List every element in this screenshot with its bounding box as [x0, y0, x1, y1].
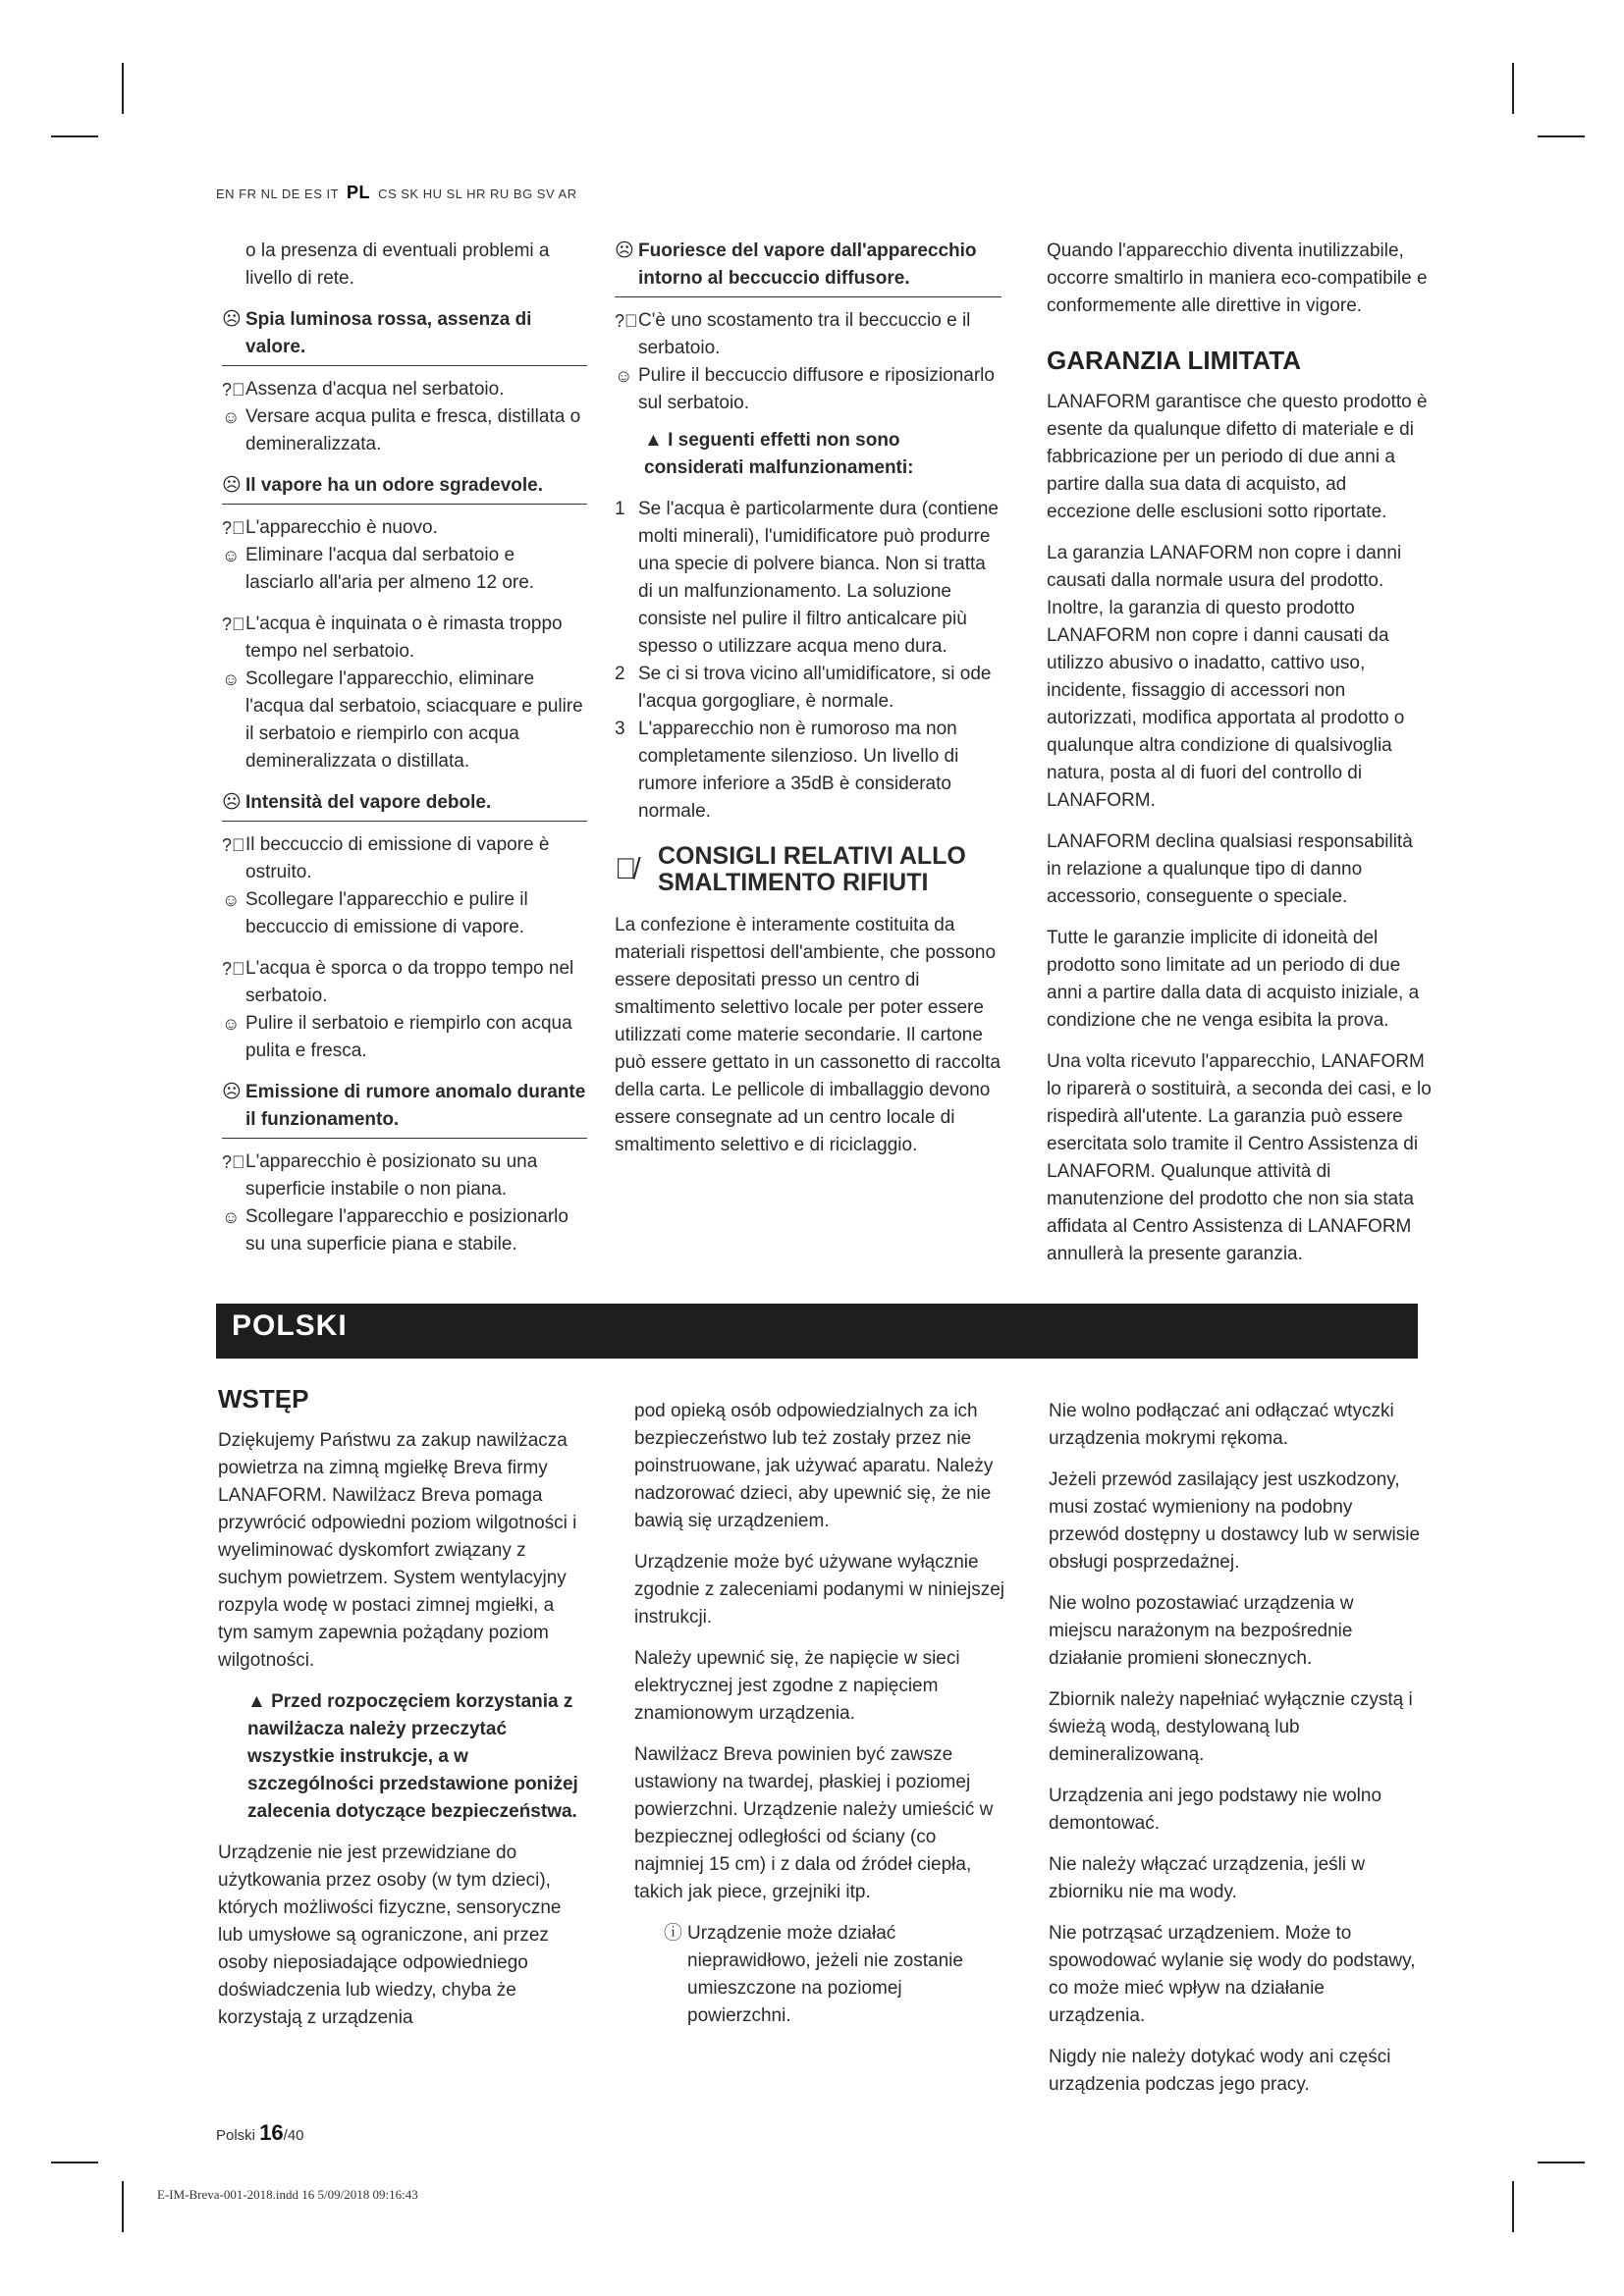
print-slug: E-IM-Breva-001-2018.indd 16 5/09/2018 09:16:43: [157, 2187, 418, 2202]
trouble-heading: ☹ Il vapore ha un odore sgradevole.: [222, 472, 587, 505]
warning-triangle-icon: ▲: [644, 430, 663, 451]
question-icon: ?⃝: [615, 311, 638, 331]
info-icon: ⓘ: [664, 1923, 683, 1944]
warning-triangle-icon: ▲: [247, 1691, 266, 1712]
trouble-heading: ☹ Intensità del vapore debole.: [222, 789, 587, 822]
warning-note: ▲ I seguenti effetti non sono considerati malfunzionamenti:: [644, 430, 914, 478]
smile-face-icon: ☺: [222, 407, 241, 427]
language-section-banner: [216, 1304, 1418, 1359]
numbered-item: 1 Se l'acqua è particolarmente dura (contiene molti minerali), l'umidificatore può produrre una specie di polvere bianca. Non si tratta di un malfunzionamento. La soluzione consiste nel pulire il filtro anticalcare più spesso o utilizzare acqua meno dura.: [615, 499, 999, 657]
paragraph: Urządzenia ani jego podstawy nie wolno demontować.: [1049, 1786, 1382, 1834]
paragraph: Nie należy włączać urządzenia, jeśli w zbiorniku nie ma wody.: [1049, 1854, 1366, 1902]
trouble-heading: ☹ Emissione di rumore anomalo durante il funzionamento.: [222, 1079, 587, 1139]
crop-mark: [122, 2181, 124, 2232]
question-icon: ?⃝: [222, 1152, 245, 1172]
paragraph: Zbiornik należy napełniać wyłącznie czystą i świeżą wodą, destylowaną lub demineralizowaną.: [1049, 1689, 1413, 1765]
sad-face-icon: ☹: [222, 1082, 242, 1102]
it-column-3: [1047, 238, 1432, 1282]
trouble-solution: Versare acqua pulita e fresca, distillata o demineralizzata.: [245, 406, 581, 454]
crop-mark: [1538, 135, 1585, 137]
trouble-solution: Scollegare l'apparecchio, eliminare l'acqua dal serbatoio, sciacquare e pulire il serbatoio e riempirlo con acqua demineralizzata o distillata.: [245, 668, 583, 772]
paragraph: pod opieką osób odpowiedzialnych za ich bezpieczeństwo lub też zostały przez nie poinstruowane, jak używać aparatu. Należy nadzorować dzieci, aby upewnić się, że nie bawią się urządzeniem.: [634, 1401, 994, 1531]
smile-face-icon: ☺: [222, 890, 241, 910]
crop-mark: [1512, 2181, 1514, 2232]
question-icon: ?⃝: [222, 959, 245, 979]
paragraph: Nawilżacz Breva powinien być zawsze ustawiony na twardej, płaskiej i poziomej powierzchni. Urządzenie należy umieścić w bezpiecznej odległości od ściany (co najmniej 15 cm) i z dala od źródeł ciepła, takich jak piece, grzejniki itp.: [634, 1744, 994, 1902]
trouble-cause: C'è uno scostamento tra il beccuccio e il serbatoio.: [638, 310, 971, 358]
pl-column-1: [218, 1378, 589, 2046]
paragraph: Una volta ricevuto l'apparecchio, LANAFORM lo riparerà o sostituirà, a seconda dei casi, e lo rispedirà all'utente. La garanzia può essere esercitata solo tramite il Centro Assistenza di LANAFORM. Qualunque attività di manutenzione del prodotto che non sia stata affidata al Centro Assistenza di LANAFORM annullerà la presente garanzia.: [1047, 1051, 1432, 1264]
crop-mark: [51, 135, 98, 137]
question-icon: ?⃝: [222, 518, 245, 538]
crossed-bin-icon: 🗑̸: [615, 853, 637, 885]
section-heading: WSTĘP: [218, 1384, 309, 1414]
pl-column-3: [1049, 1398, 1422, 2112]
numbered-item: 3 L'apparecchio non è rumoroso ma non completamente silenzioso. Un livello di rumore inferiore a 35dB è considerato normale.: [615, 719, 959, 822]
paragraph: Nigdy nie należy dotykać wody ani części urządzenia podczas jego pracy.: [1049, 2047, 1391, 2095]
language-list-before: EN FR NL DE ES IT: [216, 187, 339, 201]
info-note: ⓘ Urządzenie może działać nieprawidłowo, jeżeli nie zostanie umieszczone na poziomej powierzchni.: [664, 1920, 1007, 2030]
crop-mark: [1512, 63, 1514, 114]
paragraph: La garanzia LANAFORM non copre i danni causati dalla normale usura del prodotto. Inoltre, la garanzia di questo prodotto LANAFORM non copre i danni causati da utilizzo abusivo o inadatto, cattivo uso, incidente, fissaggio di accessori non autorizzati, modifica apportata al prodotto o qualunque altra condizione di qualsivoglia natura, posta al di fuori del controllo di LANAFORM.: [1047, 543, 1405, 811]
sad-face-icon: ☹: [222, 792, 242, 813]
pl-column-2: [634, 1398, 1007, 2044]
disposal-heading: 🗑̸ CONSIGLI RELATIVI ALLO SMALTIMENTO RIFIUTI: [615, 842, 966, 896]
paragraph: Jeżeli przewód zasilający jest uszkodzony, musi zostać wymieniony na podobny przewód dostępny u dostawcy lub w serwisie obsługi posprzedażnej.: [1049, 1469, 1421, 1573]
trouble-cause: L'acqua è inquinata o è rimasta troppo tempo nel serbatoio.: [245, 614, 563, 662]
sad-face-icon: ☹: [222, 309, 242, 330]
language-bar: [216, 183, 577, 203]
question-icon: ?⃝: [222, 835, 245, 855]
smile-face-icon: ☺: [222, 1207, 241, 1227]
it-column-1: [222, 238, 587, 1258]
page-total: /40: [283, 2127, 304, 2144]
trouble-cause: Il beccuccio di emissione di vapore è ostruito.: [245, 834, 550, 882]
crop-mark: [122, 63, 124, 114]
trouble-cause: L'acqua è sporca o da troppo tempo nel serbatoio.: [245, 958, 574, 1006]
section-heading: GARANZIA LIMITATA: [1047, 346, 1301, 375]
trouble-intro: o la presenza di eventuali problemi a livello di rete.: [245, 240, 550, 289]
trouble-solution: Pulire il serbatoio e riempirlo con acqua pulita e fresca.: [245, 1013, 572, 1061]
numbered-item: 2 Se ci si trova vicino all'umidificatore, si ode l'acqua gorgogliare, è normale.: [615, 664, 992, 712]
trouble-heading: ☹ Fuoriesce del vapore dall'apparecchio intorno al beccuccio diffusore.: [615, 238, 1001, 297]
question-icon: ?⃝: [222, 614, 245, 634]
sad-face-icon: ☹: [615, 240, 634, 261]
disposal-text: La confezione è interamente costituita da materiali rispettosi dell'ambiente, che possono essere depositati presso un centro di smaltimento selettivo locale per poter essere utilizzati come materie secondarie. Il cartone può essere gettato in un cassonetto di raccolta della carta. Le pellicole di imballaggio devono essere consegnate ad un centro locale di smaltimento selettivo e di riciclaggio.: [615, 915, 1001, 1155]
trouble-cause: L'apparecchio è posizionato su una superficie instabile o non piana.: [245, 1151, 538, 1200]
paragraph: Urządzenie nie jest przewidziane do użytkowania przez osoby (w tym dzieci), których możliwości fizyczne, sensoryczne lub umysłowe są ograniczone, ani przez osoby nieposiadające odpowiedniego doświadczenia lub wiedzy, chyba że korzystają z urządzenia: [218, 1842, 562, 2028]
trouble-solution: Eliminare l'acqua dal serbatoio e lasciarlo all'aria per almeno 12 ore.: [245, 545, 535, 593]
footer-label: Polski: [216, 2127, 256, 2144]
trouble-solution: Scollegare l'apparecchio e posizionarlo su una superficie piana e stabile.: [245, 1206, 568, 1255]
trouble-heading: ☹ Spia luminosa rossa, assenza di valore.: [222, 306, 587, 366]
paragraph: Dziękujemy Państwu za zakup nawilżacza powietrza na zimną mgiełkę Breva firmy LANAFORM. Nawilżacz Breva pomaga przywrócić odpowiedni poziom wilgotności i wyeliminować dyskomfort związany z suchym powietrzem. System wentylacyjny rozpyla wodę w postaci zimnej mgiełki, a tym samym zapewnia pożądany poziom wilgotności.: [218, 1430, 577, 1671]
trouble-solution: Scollegare l'apparecchio e pulire il beccuccio di emissione di vapore.: [245, 889, 528, 937]
page-number: 16: [259, 2120, 284, 2145]
crop-mark: [51, 2162, 98, 2163]
smile-face-icon: ☺: [222, 669, 241, 689]
paragraph: Urządzenie może być używane wyłącznie zgodnie z zaleceniami podanymi w niniejszej instrukcji.: [634, 1552, 1005, 1628]
question-icon: ?⃝: [222, 380, 245, 400]
sad-face-icon: ☹: [222, 475, 242, 496]
smile-face-icon: ☺: [222, 546, 241, 565]
paragraph: LANAFORM declina qualsiasi responsabilità in relazione a qualunque tipo di danno accessorio, conseguente o speciale.: [1047, 831, 1413, 907]
paragraph: Tutte le garanzie implicite di idoneità del prodotto sono limitate ad un periodo di due anni a partire dalla data di acquisto iniziale, a condizione che ne venga esibita la prova.: [1047, 928, 1420, 1031]
trouble-solution: Pulire il beccuccio diffusore e riposizionarlo sul serbatoio.: [638, 365, 995, 413]
smile-face-icon: ☺: [615, 366, 633, 386]
paragraph: Należy upewnić się, że napięcie w sieci elektrycznej jest zgodne z napięciem znamionowym urządzenia.: [634, 1648, 960, 1724]
page-footer: [216, 2120, 304, 2146]
crop-mark: [1538, 2162, 1585, 2163]
trouble-cause: L'apparecchio è nuovo.: [245, 517, 438, 538]
paragraph: Nie wolno podłączać ani odłączać wtyczki urządzenia mokrymi rękoma.: [1049, 1401, 1394, 1449]
warning-note: ▲ Przed rozpoczęciem korzystania z nawilżacza należy przeczytać wszystkie instrukcje, a w szczególności przedstawione poniżej zalecenia dotyczące bezpieczeństwa.: [247, 1691, 578, 1822]
language-list-after: CS SK HU SL HR RU BG SV AR: [378, 187, 577, 201]
trouble-cause: Assenza d'acqua nel serbatoio.: [245, 379, 505, 400]
paragraph: Quando l'apparecchio diventa inutilizzabile, occorre smaltirlo in maniera eco-compatibile e conformemente alle direttive in vigore.: [1047, 240, 1428, 316]
language-active: PL: [346, 183, 370, 202]
smile-face-icon: ☺: [222, 1014, 241, 1034]
paragraph: Nie wolno pozostawiać urządzenia w miejscu narażonym na bezpośrednie działanie promieni słonecznych.: [1049, 1593, 1354, 1669]
paragraph: Nie potrząsać urządzeniem. Może to spowodować wylanie się wody do podstawy, co może mieć wpływ na działanie urządzenia.: [1049, 1923, 1416, 2026]
it-column-2: [615, 238, 1001, 1173]
banner-title: POLSKI: [232, 1309, 348, 1342]
paragraph: LANAFORM garantisce che questo prodotto è esente da qualunque difetto di materiale e di fabbricazione per un periodo di due anni a partire dalla sua data di acquisto, ad eccezione delle esclusioni sotto riportate.: [1047, 392, 1428, 522]
